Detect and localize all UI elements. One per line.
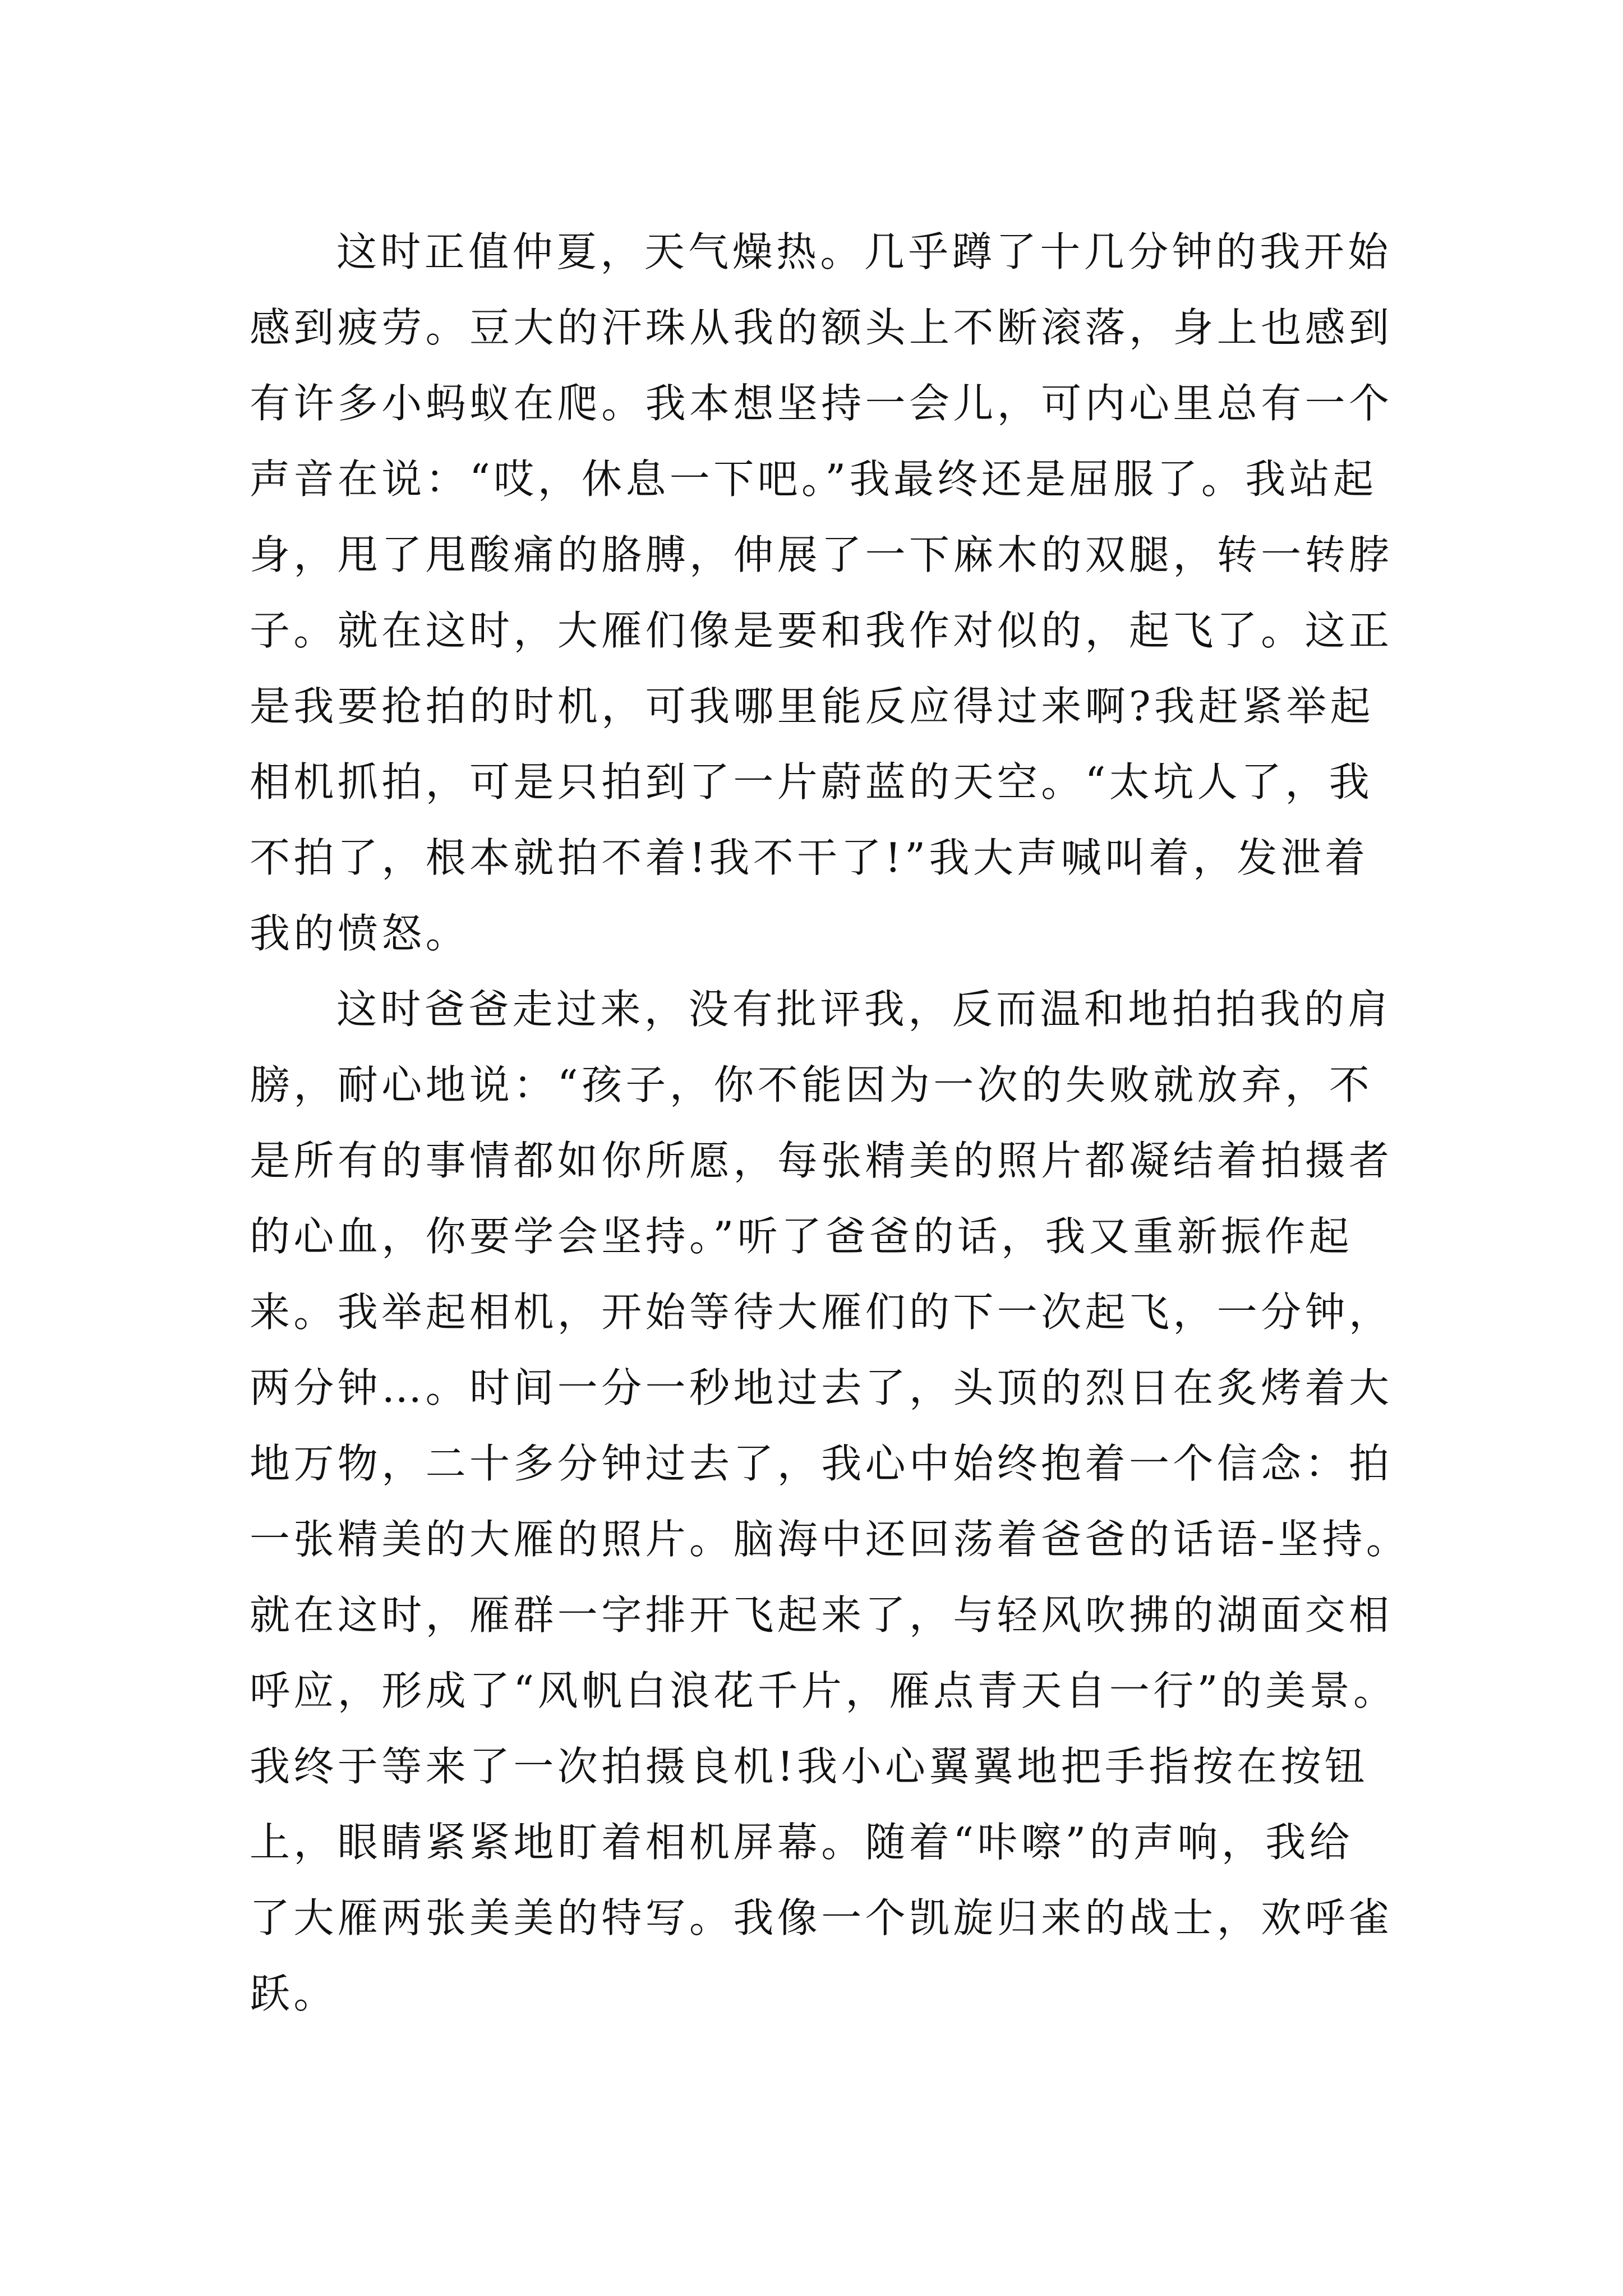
paragraph-line: 不拍了，根本就拍不着!我不干了!”我大声喊叫着，发泄着 [250,834,1369,881]
paragraph-line: 我终于等来了一次拍摄良机!我小心翼翼地把手指按在按钮 [250,1743,1369,1790]
paragraph-line: 膀，耐心地说：“孩子，你不能因为一次的失败就放弃，不 [250,1061,1373,1108]
paragraph-line: 声音在说：“哎，休息一下吧。”我最终还是屈服了。我站起 [250,455,1377,503]
paragraph-line: 的心血，你要学会坚持。”听了爸爸的话，我又重新振作起 [250,1213,1353,1260]
paragraph-line: 子。就在这时，大雁们像是要和我作对似的，起飞了。这正 [250,607,1393,654]
paragraph-line: 跃。 [250,1970,338,2017]
paragraph-line: 是所有的事情都如你所愿，每张精美的照片都凝结着拍摄者 [250,1137,1393,1184]
paragraph-line: 两分钟…。时间一分一秒地过去了，头顶的烈日在炙烤着大 [250,1364,1393,1411]
paragraph-line: 相机抓拍，可是只拍到了一片蔚蓝的天空。“太坑人了，我 [250,758,1373,806]
paragraph-line: 有许多小蚂蚁在爬。我本想坚持一会儿，可内心里总有一个 [250,380,1393,427]
paragraph-1 [250,214,1394,972]
paragraph-line: 这时爸爸走过来，没有批评我，反而温和地拍拍我的肩 [336,986,1392,1033]
paragraph-line: 一张精美的大雁的照片。脑海中还回荡着爸爸的话语-坚持。 [250,1516,1410,1563]
document-body [250,214,1410,2032]
paragraph-line: 是我要抢拍的时机，可我哪里能反应得过来啊?我赶紧举起 [250,683,1375,730]
paragraph-line: 我的愤怒。 [250,910,470,957]
paragraph-line: 就在这时，雁群一字排开飞起来了，与轻风吹拂的湖面交相 [250,1591,1393,1639]
paragraph-line: 来。我举起相机，开始等待大雁们的下一次起飞，一分钟， [250,1289,1393,1336]
paragraph-line: 了大雁两张美美的特写。我像一个凯旋归来的战士，欢呼雀 [250,1894,1393,1941]
paragraph-line: 上，眼睛紧紧地盯着相机屏幕。随着“咔嚓”的声响，我给 [250,1819,1354,1866]
paragraph-line: 感到疲劳。豆大的汗珠从我的额头上不断滚落，身上也感到 [250,304,1393,351]
paragraph-line: 地万物，二十多分钟过去了，我心中始终抱着一个信念：拍 [250,1440,1393,1487]
paragraph-line: 呼应，形成了“风帆白浪花千片，雁点青天自一行”的美景。 [250,1667,1398,1714]
paragraph-2 [250,972,1410,2032]
paragraph-line: 这时正值仲夏，天气燥热。几乎蹲了十几分钟的我开始 [336,228,1392,275]
paragraph-line: 身，甩了甩酸痛的胳膊，伸展了一下麻木的双腿，转一转脖 [250,531,1393,578]
